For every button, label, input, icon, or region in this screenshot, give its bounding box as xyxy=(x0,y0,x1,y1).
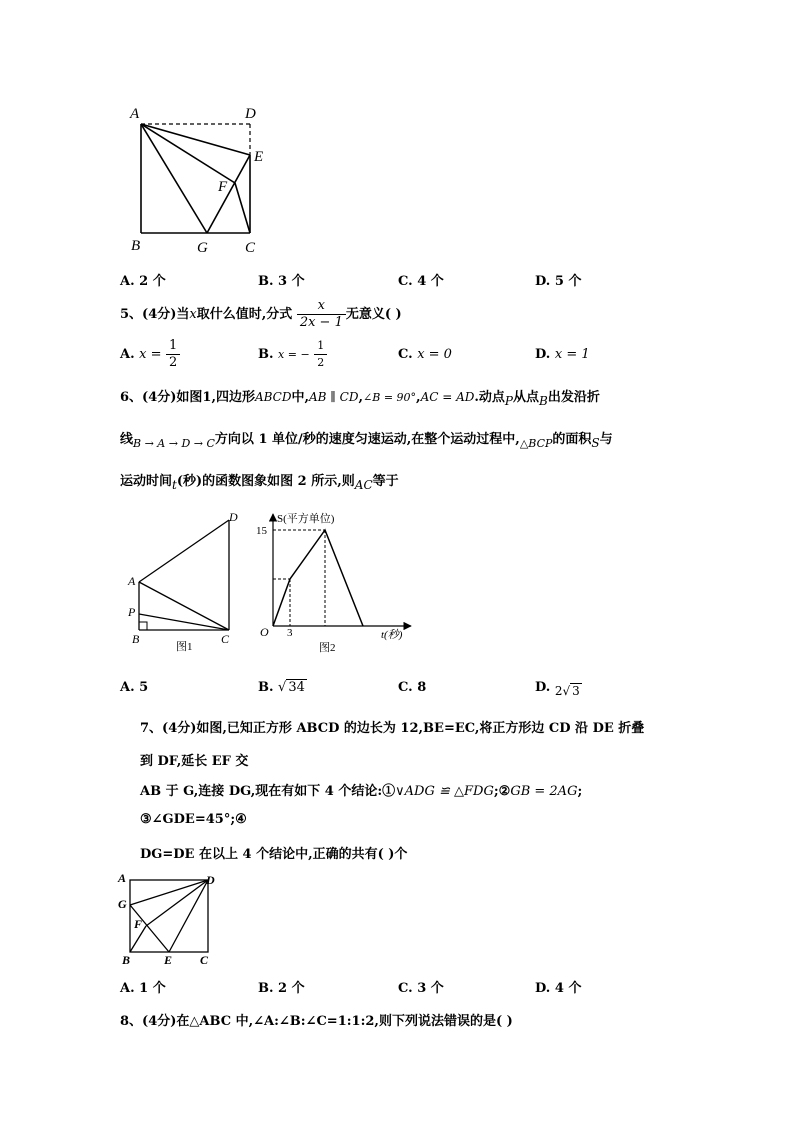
q7-line3-math2: GB = 2AG xyxy=(510,784,578,799)
q6-t: t xyxy=(172,478,177,492)
q7-line3-a: AB 于 G,连接 DG,现在有如下 4 个结论:① xyxy=(140,784,396,799)
q6-line2-b: 方向以 1 单位/秒的速度匀速运动,在整个运动过程中, xyxy=(214,432,520,447)
q7-label-f: F xyxy=(134,917,143,931)
q6f2-xlabel: t(秒) xyxy=(381,629,403,641)
q5-frac-den: 2x − 1 xyxy=(299,315,343,330)
q5-option-b-num: 1 xyxy=(314,338,327,355)
q4-label-c: C xyxy=(245,240,256,256)
q6f1-caption: 图1 xyxy=(176,641,193,653)
q7-option-d-text: 4 个 xyxy=(554,981,582,996)
q5-option-a-lhs: x = xyxy=(139,347,162,362)
q7-line-4: ③∠GDE=45°;④ xyxy=(140,812,247,827)
q6-line3-c: 等于 xyxy=(372,474,399,489)
q6-line-1 xyxy=(120,386,600,408)
q6f2-origin: O xyxy=(260,625,269,639)
q6-option-b-sqrt: √ 34 xyxy=(278,680,305,695)
q7-line-1: 7、(4分)如图,已知正方形 ABCD 的边长为 12,BE=EC,将正方形边 CD 沿 DE 折叠 xyxy=(140,721,645,736)
q5-mid: 取什么值时,分式 xyxy=(196,307,293,322)
q7-square xyxy=(130,880,208,952)
q5-option-c-text: x = 0 xyxy=(417,347,452,362)
q6f1-label-b: B xyxy=(132,632,140,646)
q6-option-b-radicand: 34 xyxy=(288,680,305,695)
q6-tri: △BCP xyxy=(519,437,553,450)
q4-option-c-label: C. xyxy=(398,274,413,289)
q7-label-e: E xyxy=(164,953,173,967)
q4-label-e: E xyxy=(254,149,264,165)
q6-cond2: ∠B = 90° xyxy=(363,391,417,404)
q5-option-a-num: 1 xyxy=(166,338,180,355)
q4-option-a-text: 2 个 xyxy=(139,274,166,289)
q7-option-c-label: C. xyxy=(398,981,413,996)
q6f1-label-c: C xyxy=(221,632,230,646)
q6-line3-a: 运动时间 xyxy=(120,474,173,489)
q7-option-c-text: 3 个 xyxy=(417,981,444,996)
q6-b: B xyxy=(539,394,548,408)
q7-label-d: D xyxy=(206,873,215,887)
q7-label-b: B xyxy=(122,953,131,967)
q5-option-b-label: B. xyxy=(258,347,274,362)
q7-option-a[interactable] xyxy=(120,977,166,996)
q4-option-a-label: A. xyxy=(120,274,135,289)
q5-option-c-label: C. xyxy=(398,347,413,362)
q6-option-d-radicand: 3 xyxy=(572,684,580,698)
q7-line3-c: ; xyxy=(577,784,583,799)
q6f1-right-angle xyxy=(139,622,147,630)
q6-line3-b: (秒)的函数图象如图 2 所示,则 xyxy=(176,474,355,489)
q6-option-a-label: A. xyxy=(120,680,135,695)
q5-option-c[interactable] xyxy=(398,347,452,362)
q4-edge-fc xyxy=(235,183,250,233)
q4-option-a[interactable] xyxy=(120,270,166,289)
q5-option-a[interactable] xyxy=(120,338,180,371)
q7-option-c[interactable] xyxy=(398,977,444,996)
q6f1-edge-ac xyxy=(139,582,229,630)
q6f1-label-d: D xyxy=(229,510,238,524)
q4-option-b[interactable] xyxy=(258,270,305,289)
q7-option-b-text: 2 个 xyxy=(278,981,305,996)
q6f2-tick-3: 3 xyxy=(287,627,293,639)
q5-option-b-lhs: x = − xyxy=(278,348,310,361)
q7-option-b[interactable] xyxy=(258,977,305,996)
q4-option-c[interactable] xyxy=(398,270,444,289)
q7-line-2: 到 DF,延长 EF 交 xyxy=(140,754,249,769)
q4-edge-af xyxy=(141,124,235,183)
q4-option-d[interactable] xyxy=(535,270,581,289)
q6-line1-c: .动点 xyxy=(474,390,505,405)
q6-line1-b: 中, xyxy=(291,390,310,405)
q7-option-d[interactable] xyxy=(535,977,581,996)
q5-option-b-den: 2 xyxy=(317,356,325,369)
q7-figure xyxy=(112,866,222,968)
q6-line1-a: 6、(4分)如图1,四边形 xyxy=(120,390,255,405)
q4-label-a: A xyxy=(130,106,140,122)
q7-edge-fd xyxy=(146,880,208,926)
q5-frac-num: x xyxy=(297,298,346,315)
q6f1-label-p: P xyxy=(128,605,136,619)
q5-option-d-text: x = 1 xyxy=(554,347,590,362)
q6-path: B → A → D → C xyxy=(133,437,215,450)
q6-option-c-label: C. xyxy=(398,680,413,695)
q4-label-b: B xyxy=(131,238,141,254)
q7-option-d-label: D. xyxy=(535,981,551,996)
q6-abcd: ABCD xyxy=(254,390,292,404)
q6f1-edge-pc xyxy=(139,614,229,630)
q6-p: P xyxy=(504,394,513,408)
q6-option-b[interactable] xyxy=(258,680,307,695)
q6-cond3: AC = AD xyxy=(420,390,475,404)
q8-question: 8、(4分)在△ABC 中,∠A:∠B:∠C=1:1:2,则下列说法错误的是( ) xyxy=(120,1014,513,1029)
q6-line2-c: 的面积 xyxy=(552,432,592,447)
q6-option-c[interactable] xyxy=(398,680,426,695)
q6-option-a[interactable] xyxy=(120,680,148,695)
q6-option-d-sqrt: 2√ 3 xyxy=(554,684,580,698)
q6-cond1: AB ∥ CD xyxy=(309,390,359,404)
q4-label-g: G xyxy=(197,240,208,256)
q6-figure-2 xyxy=(253,508,418,658)
q6-line-3 xyxy=(120,470,399,492)
q6f2-tick-15: 15 xyxy=(256,525,267,537)
q6-line2-d: 与 xyxy=(599,432,613,447)
q6-line1-d: 从点 xyxy=(513,390,540,405)
q5-prefix: 5、(4分)当 xyxy=(120,307,190,322)
q5-option-a-frac xyxy=(166,338,180,371)
q6-sep2: , xyxy=(416,390,421,405)
q4-option-b-label: B. xyxy=(258,274,274,289)
q7-label-a: A xyxy=(118,871,127,885)
q6f2-curve xyxy=(273,530,363,626)
q7-option-a-text: 1 个 xyxy=(139,981,166,996)
q5-var: x xyxy=(189,307,197,322)
q6-option-d-label: D. xyxy=(535,680,551,695)
q6-ac: AC xyxy=(354,478,373,492)
q4-figure xyxy=(125,100,285,260)
q5-option-d-label: D. xyxy=(535,347,551,362)
q4-option-d-label: D. xyxy=(535,274,551,289)
q7-label-c: C xyxy=(200,953,209,967)
q6f2-ylabel: S(平方单位) xyxy=(277,513,335,525)
q7-line3-b: ;② xyxy=(493,784,511,799)
q7-line-3 xyxy=(140,780,582,799)
q7-option-a-label: A. xyxy=(120,981,135,996)
q6-option-d-coef: 2 xyxy=(554,684,563,698)
q6-option-d[interactable] xyxy=(535,680,582,698)
q4-edge-ge xyxy=(207,155,250,233)
q5-option-b-frac xyxy=(314,338,327,371)
q4-option-c-text: 4 个 xyxy=(417,274,444,289)
q4-option-b-text: 3 个 xyxy=(278,274,305,289)
q5-option-a-label: A. xyxy=(120,347,135,362)
q4-label-d: D xyxy=(245,106,256,122)
q5-suffix: 无意义( ) xyxy=(345,307,402,322)
q5-option-d[interactable] xyxy=(535,347,590,362)
q5-option-b[interactable] xyxy=(258,338,327,371)
q6f2-caption: 图2 xyxy=(319,642,336,654)
q5-option-a-den: 2 xyxy=(169,355,178,370)
q7-label-g: G xyxy=(118,897,127,911)
q6f1-label-a: A xyxy=(128,574,136,588)
q4-option-d-text: 5 个 xyxy=(554,274,582,289)
q6-option-b-label: B. xyxy=(258,680,274,695)
q6-line2-a: 线 xyxy=(120,432,134,447)
q7-option-b-label: B. xyxy=(258,981,274,996)
q6f1-edge-ad xyxy=(139,520,229,582)
q6-option-c-text: 8 xyxy=(417,680,427,695)
q6-figure-1 xyxy=(122,508,252,658)
q6-option-a-text: 5 xyxy=(139,680,149,695)
q5-fraction xyxy=(297,298,346,331)
q5-question xyxy=(120,298,402,331)
q6-line1-e: 出发沿折 xyxy=(547,390,600,405)
q7-line-5: DG=DE 在以上 4 个结论中,正确的共有( )个 xyxy=(140,847,408,862)
q6-s: S xyxy=(591,436,600,450)
q7-line3-math1: ∨ADG ≌ △FDG xyxy=(395,784,494,799)
q4-label-f: F xyxy=(218,179,228,195)
q6-line-2 xyxy=(120,428,613,450)
q6-sep1: , xyxy=(358,390,364,405)
